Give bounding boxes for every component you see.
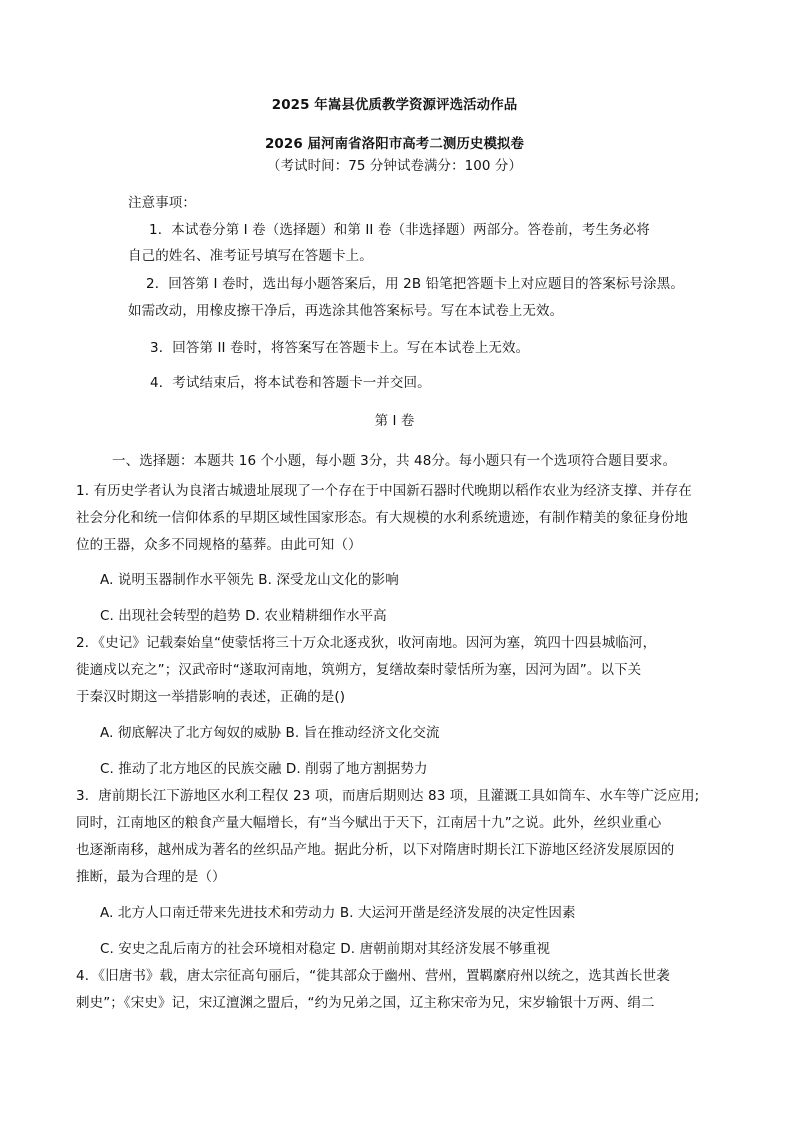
notice-item-1: 1．本试卷分第 I 卷（选择题）和第 II 卷（非选择题）两部分。答卷前，考生务必将 bbox=[149, 222, 650, 238]
question-2-line-1: 2．《史记》记载秦始皇“使蒙恬将三十万众北逐戎狄，收河南地。因河为塞，筑四十四县城临河， bbox=[76, 635, 657, 651]
question-2-line-3: 于秦汉时期这一举措影响的表述，正确的是() bbox=[76, 689, 346, 705]
question-3-line-1: 3．唐前期长江下游地区水利工程仅 23 项，而唐后期则达 83 项，且灌溉工具如筒车、水车等广泛应用; bbox=[76, 788, 700, 804]
notice-item-1-cont: 自己的姓名、准考证号填写在答题卡上。 bbox=[128, 248, 373, 264]
section-intro: 一、选择题：本题共 16 个小题，每小题 3分，共 48分。每小题只有一个选项符合题目要求。 bbox=[112, 453, 677, 469]
notice-item-2: 2．回答第 I 卷时，选出每小题答案后，用 2B 铅笔把答题卡上对应题目的答案标号涂黑。 bbox=[146, 276, 684, 292]
question-3-options-ab: A. 北方人口南迁带来先进技术和劳动力 B. 大运河开凿是经济发展的决定性因素 bbox=[100, 905, 576, 921]
question-3-line-3: 也逐渐南移，越州成为著名的丝织品产地。据此分析，以下对隋唐时期长江下游地区经济发展原因的 bbox=[76, 842, 675, 858]
exam-title: 2026 届河南省洛阳市高考二测历史模拟卷 bbox=[264, 136, 525, 152]
question-1-line-2: 社会分化和统一信仰体系的早期区域性国家形态。有大规模的水利系统遗迹，有制作精美的象征身份地 bbox=[76, 510, 688, 526]
exam-time-info: （考试时间：75 分钟试卷满分：100 分） bbox=[267, 158, 522, 174]
question-2-options-ab: A. 彻底解决了北方匈奴的威胁 B. 旨在推动经济文化交流 bbox=[100, 725, 440, 741]
question-1-options-cd: C. 出现社会转型的趋势 D. 农业精耕细作水平高 bbox=[100, 608, 387, 624]
question-3-options-cd: C. 安史之乱后南方的社会环境相对稳定 D. 唐朝前期对其经济发展不够重视 bbox=[100, 941, 550, 957]
notice-item-2-cont: 如需改动，用橡皮擦干净后，再选涂其他答案标号。写在本试卷上无效。 bbox=[128, 303, 564, 319]
section-title: 第 I 卷 bbox=[374, 413, 415, 429]
question-1-options-ab: A. 说明玉器制作水平领先 B. 深受龙山文化的影响 bbox=[100, 572, 399, 588]
notice-item-3: 3．回答第 II 卷时，将答案写在答题卡上。写在本试卷上无效。 bbox=[150, 340, 530, 356]
question-3-line-4: 推断，最为合理的是（） bbox=[76, 869, 226, 885]
question-1-line-3: 位的王器，众多不同规格的墓葬。由此可知（） bbox=[76, 537, 362, 553]
exam-series-title: 2025 年嵩县优质教学资源评选活动作品 bbox=[271, 97, 518, 113]
question-2-options-cd: C. 推动了北方地区的民族交融 D. 削弱了地方割据势力 bbox=[100, 761, 428, 777]
notice-item-4: 4．考试结束后，将本试卷和答题卡一并交回。 bbox=[150, 375, 431, 391]
question-4-line-2: 刺史”；《宋史》记，宋辽澶渊之盟后，“约为兄弟之国，辽主称宋帝为兄，宋岁输银十万两、绢二 bbox=[76, 995, 655, 1011]
question-2-line-2: 徙適戍以充之”；汉武帝时“遂取河南地，筑朔方，复缮故秦时蒙恬所为塞，因河为固”。以下关 bbox=[76, 662, 642, 678]
question-4-line-1: 4．《旧唐书》载，唐太宗征高句丽后，“徙其部众于幽州、营州，置羁縻府州以统之，选其酋长世袭 bbox=[76, 968, 670, 984]
question-3-line-2: 同时，江南地区的粮食产量大幅增长，有“当今赋出于天下，江南居十九”之说。此外，丝织业重心 bbox=[76, 815, 662, 831]
notice-heading: 注意事项： bbox=[128, 195, 196, 211]
question-1-line-1: 1. 有历史学者认为良渚古城遗址展现了一个存在于中国新石器时代晚期以稻作农业为经济支撑、并存在 bbox=[76, 483, 692, 499]
